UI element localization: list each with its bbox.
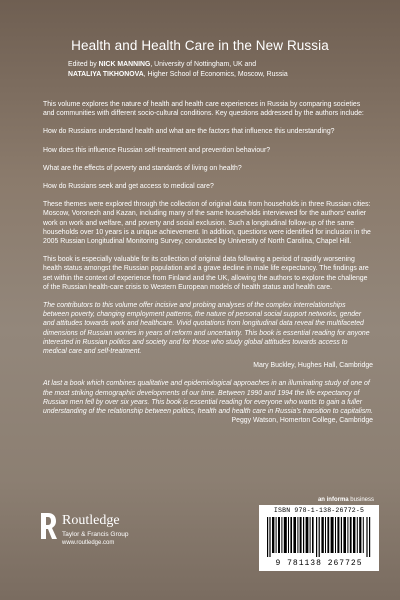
informa-tagline <box>318 497 374 503</box>
themes-paragraph: These themes were explored through the collection of original data from households in three Russian cities: Moscow, Voronezh and Kazan, including many of the same households interviewed for the authors' earlier work on work and welfare, and poverty and social exclusion. Such a longitudinal follow-up of the same households over 10 years is a unique achievement. In addition, questions were identified for inclusion in the 2005 Russian Longitudinal Monitoring Survey, conducted by University of North Carolina, Chapel Hill. <box>43 201 371 246</box>
review-attribution-1: Mary Buckley, Hughes Hall, Cambridge <box>253 362 373 370</box>
editor-1-name: NICK MANNING <box>98 61 151 68</box>
publisher-url: www.routledge.com <box>62 540 115 546</box>
publisher-group: Taylor & Francis Group <box>62 531 129 538</box>
review-attribution-2: Peggy Watson, Homerton College, Cambridge <box>231 417 373 425</box>
barcode-block <box>259 505 379 571</box>
edited-by-label: Edited by <box>68 61 99 68</box>
question-4: How do Russians seek and get access to medical care? <box>43 183 214 191</box>
valuable-paragraph: This book is especially valuable for its collection of original data following a period of rapidly worsening health status amongst the Russian population and a grave decline in male life expectancy. The findings are set within the context of experience from Finland and the UK, allowing the authors to explore the challenge of the Russian health-care crisis to Western European models of health status and health care. <box>43 256 369 291</box>
review-quote-1: The contributors to this volume offer incisive and probing analyses of the complex interrelationships between poverty, changing employment patterns, the nature of personal social support networks, gender and attitudes towards work and healthcare. Vivid quotations from longitudinal data reveal the multifaceted dimensions of Russian worries in years of reform and uncertainty. This book is essential reading for anyone interested in Russian politics and society and for those who study global attitudes towards access to medical care and self-treatment. <box>43 302 370 356</box>
blurb <box>43 100 373 425</box>
informa-brand: an informa <box>317 497 349 503</box>
barcode-number: 9 781138 267725 <box>275 559 363 568</box>
editors-block <box>68 60 388 79</box>
editor-1-affiliation: , University of Nottingham, UK and <box>150 61 257 68</box>
informa-word: business <box>348 497 374 503</box>
publisher-name: Routledge <box>62 513 120 528</box>
routledge-logo-icon <box>38 511 58 541</box>
barcode-icon <box>267 517 371 557</box>
isbn-label: ISBN 978-1-138-26772-5 <box>273 507 365 514</box>
editor-2-affiliation: , Higher School of Economics, Moscow, Russia <box>143 70 288 78</box>
editor-line-1 <box>68 60 388 70</box>
editor-2-name: NATALIYA TIKHONOVA <box>68 70 144 78</box>
intro-paragraph: This volume explores the nature of health and health care experiences in Russia by comparing societies and communities with different socio-cultural conditions. Key questions addressed by the authors include: <box>43 101 364 118</box>
publisher-block <box>38 509 158 569</box>
question-3: What are the effects of poverty and standards of living on health? <box>43 164 242 172</box>
editor-line-2 <box>68 70 388 80</box>
review-quote-2: At last a book which combines qualitative and epidemiological approaches in an illuminating study of one of the most striking demographic developments of our time. Between 1990 and 1994 the life expectancy of Russian men fell by over six years. This book is essential reading for everyone who wants to gain a fuller understanding of the relationship between politics, health and health care in Russia's transition to capitalism. <box>43 380 373 416</box>
question-1: How do Russians understand health and what are the factors that influence this understanding? <box>43 128 335 136</box>
question-2: How does this influence Russian self-treatment and prevention behaviour? <box>43 146 271 154</box>
book-title: Health and Health Care in the New Russia <box>71 38 329 53</box>
